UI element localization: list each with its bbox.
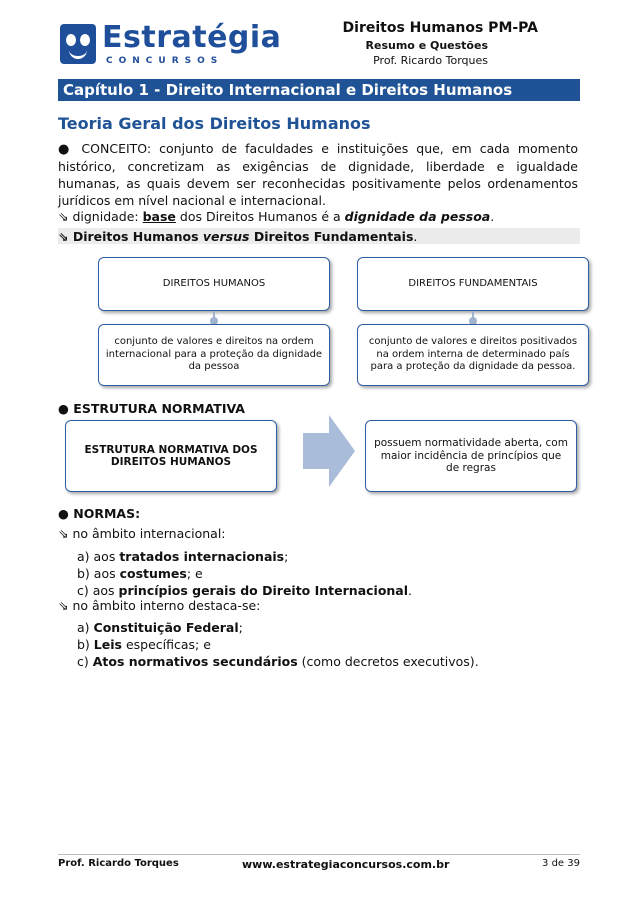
bullet-icon: ● xyxy=(58,506,69,521)
bullet-icon: ● xyxy=(58,401,69,416)
arrow-icon: ⇘ xyxy=(58,526,69,541)
header-author: Prof. Ricardo Torques xyxy=(373,54,488,67)
conceito-paragraph xyxy=(58,140,578,209)
intl-label: ⇘ no âmbito internacional: xyxy=(58,526,226,541)
footer-page: 3 de 39 xyxy=(542,858,580,869)
arrow-icon: ⇘ xyxy=(58,229,69,244)
chapter-title: Capítulo 1 - Direito Internacional e Direitos Humanos xyxy=(58,79,580,101)
normas-heading: ● NORMAS: xyxy=(58,506,141,521)
estrategia-logo xyxy=(60,20,282,68)
footer-divider xyxy=(58,854,580,855)
intl-item: b) aos costumes; e xyxy=(77,566,203,581)
footer-author: Prof. Ricardo Torques xyxy=(58,858,179,869)
conceito-text: CONCEITO: conjunto de faculdades e instituições que, em cada momento histórico, concretizam as exigências de dignidade, liberdade e igualdade humanas, as quais devem ser reconhecidas positivamente pelos ordenamentos jurídicos em nível nacional e internacional. xyxy=(58,141,579,208)
versus-line: ⇘ Direitos Humanos versus Direitos Fundamentais. xyxy=(58,229,418,244)
direitos-humanos-box: DIREITOS HUMANOS xyxy=(98,257,330,311)
arrow-icon: ⇘ xyxy=(58,209,69,224)
intern-item: b) Leis específicas; e xyxy=(77,637,211,652)
arrow-icon: ⇘ xyxy=(58,598,69,613)
direitos-humanos-desc-box: conjunto de valores e direitos na ordem internacional para a proteção da dignidade da pessoa xyxy=(98,324,330,386)
estrutura-heading: ● ESTRUTURA NORMATIVA xyxy=(58,401,245,416)
logo-name: Estratégia xyxy=(102,20,282,55)
right-arrow-icon xyxy=(303,415,355,487)
intern-item: a) Constituição Federal; xyxy=(77,620,243,635)
footer-site: www.estrategiaconcursos.com.br xyxy=(242,858,450,871)
bullet-icon: ● xyxy=(58,142,74,157)
header-title: Direitos Humanos PM-PA xyxy=(342,20,538,36)
logo-subtitle: CONCURSOS xyxy=(106,56,224,66)
direitos-fundamentais-desc-box: conjunto de valores e direitos positivados na ordem interna de determinado país para a proteção da dignidade da pessoa. xyxy=(357,324,589,386)
dignidade-emph: dignidade da pessoa xyxy=(344,209,491,224)
intern-item: c) Atos normativos secundários (como decretos executivos). xyxy=(77,654,479,669)
direitos-fundamentais-box: DIREITOS FUNDAMENTAIS xyxy=(357,257,589,311)
section-title: Teoria Geral dos Direitos Humanos xyxy=(58,114,371,133)
header-subtitle: Resumo e Questões xyxy=(365,39,488,52)
estrutura-normativa-box: ESTRUTURA NORMATIVA DOS DIREITOS HUMANOS xyxy=(65,420,277,492)
normatividade-box: possuem normatividade aberta, com maior incidência de princípios que de regras xyxy=(365,420,577,492)
intl-item: a) aos tratados internacionais; xyxy=(77,549,289,564)
base-text: base xyxy=(142,209,176,224)
owl-logo-icon xyxy=(60,24,96,64)
intl-item: c) aos princípios gerais do Direito Internacional. xyxy=(77,583,413,598)
intern-label: ⇘ no âmbito interno destaca-se: xyxy=(58,598,261,613)
dignidade-line: ⇘ dignidade: base dos Direitos Humanos é a dignidade da pessoa. xyxy=(58,209,495,224)
